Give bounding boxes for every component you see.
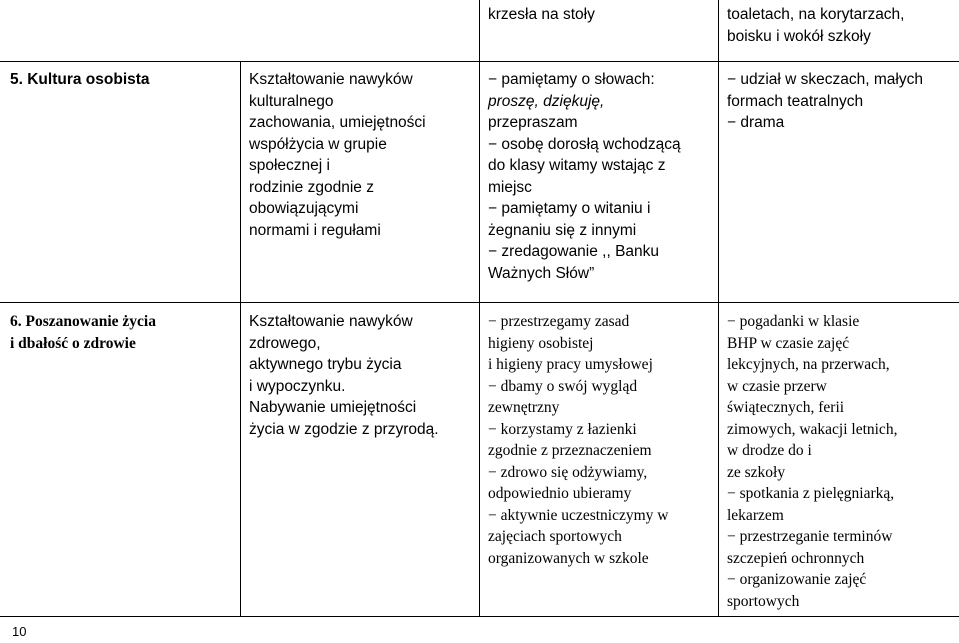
row2-area: 6. Poszanowanie życia i dbałość o zdrowie (10, 313, 156, 352)
page-number: 10 (12, 624, 27, 639)
row1-activities: − pamiętamy o słowach: proszę, dziękuję, przepraszam − osobę dorosłą wchodzącą do klasy witamy wstając z miejsc − pamiętamy o witaniu i żegnaniu się z innymi − zredagowanie ,, Banku Ważnych Słów” (488, 71, 681, 282)
row1-area: 5. Kultura osobista (10, 71, 150, 88)
row1-goals: Kształtowanie nawyków kulturalnego zachowania, umiejętności współżycia w grupie społecznej i rodzinie zgodnie z obowiązującymi normami i regułami (249, 71, 426, 239)
row2-forms: − pogadanki w klasie BHP w czasie zajęć lekcyjnych, na przerwach, w czasie przerw świątecznych, ferii zimowych, wakacji letnich, w drodze do i ze szkoły − spotkania z pielęgniarką, lekarzem − przestrzeganie terminów szczepień ochronnych − organizowanie zajęć sportowych (727, 313, 898, 610)
row-border-3 (0, 616, 959, 617)
row0-activities: krzesła na stoły (488, 6, 595, 23)
row0-forms: toaletach, na korytarzach, boisku i wokół szkoły (727, 6, 905, 45)
col-border-3 (718, 0, 719, 616)
col-border-1 (240, 61, 241, 616)
col-border-2 (479, 0, 480, 616)
row2-activities: − przestrzegamy zasad higieny osobistej i higieny pracy umysłowej − dbamy o swój wygląd zewnętrzny − korzystamy z łazienki zgodnie z przeznaczeniem − zdrowo się odżywiamy, odpowiednio ubieramy − aktywnie uczestniczymy w zajęciach sportowych organizowanych w szkole (488, 313, 669, 567)
row1-forms: − udział w skeczach, małych formach teatralnych − drama (727, 71, 923, 131)
row2-goals: Kształtowanie nawyków zdrowego, aktywnego trybu życia i wypoczynku. Nabywanie umiejętności życia w zgodzie z przyrodą. (249, 313, 439, 438)
